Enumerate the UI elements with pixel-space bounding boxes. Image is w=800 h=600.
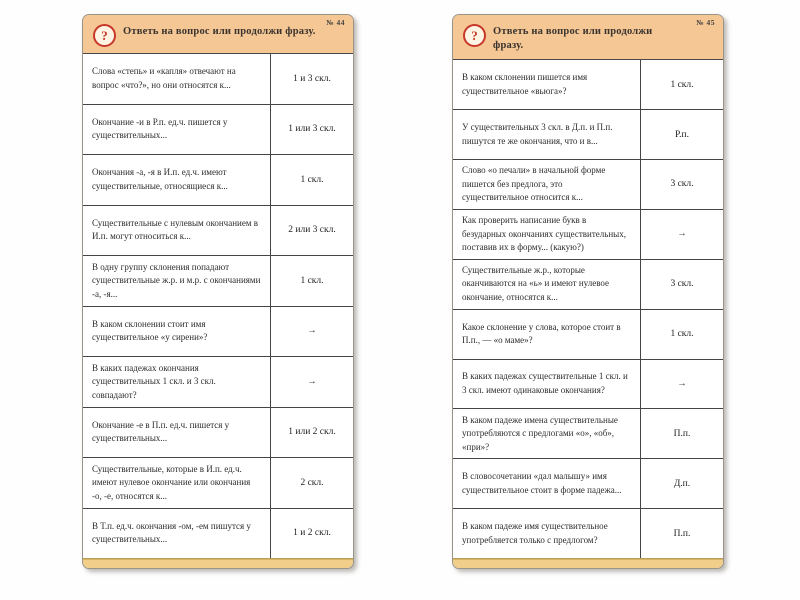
question-cell: В каком склонении пишется имя существительное «вьюга»? [462, 72, 588, 96]
table-row [453, 509, 723, 558]
question-cell: В каком падеже имена существительные употребляются с предлогами «о», «об», «при»? [462, 414, 618, 452]
table-row [83, 206, 353, 257]
question-cell: Окончание -е в П.п. ед.ч. пишется у существительных... [92, 419, 230, 444]
answer-cell: П.п. [640, 409, 723, 458]
table-row [83, 458, 353, 509]
question-cell: Слово «о печали» в начальной форме пишется без предлога, это существительное относится к... [462, 165, 606, 203]
table-row [83, 256, 353, 307]
table-row [453, 60, 723, 110]
table-row [453, 409, 723, 459]
answer-cell: 1 скл. [640, 310, 723, 359]
card-title: Ответь на вопрос или продолжи фразу. [493, 26, 653, 52]
question-cell: В одну группу склонения попадают существительные ж.р. и м.р. с окончаниями -а, -я... [92, 261, 261, 299]
question-cell: У существительных 3 скл. в Д.п. и П.п. пишутся те же окончания, что и в... [462, 122, 613, 146]
question-cell: Окончания -а, -я в И.п. ед.ч. имеют существительные, относящиеся к... [92, 167, 228, 191]
answer-cell: 3 скл. [640, 260, 723, 309]
question-cell: В каких падежах окончания существительных 1 скл. и 3 скл. совпадают? [92, 362, 216, 400]
answer-cell: 1 или 2 скл. [270, 408, 353, 458]
question-cell: В Т.п. ед.ч. окончания -ом, -ем пишутся у существительных... [92, 520, 251, 545]
question-cell: Существительные с нулевым окончанием в И.п. могут относиться к... [92, 217, 259, 242]
table-row [453, 160, 723, 210]
answer-cell: 3 скл. [640, 160, 723, 209]
question-mark-icon: ? [93, 24, 116, 47]
answer-cell: 2 скл. [270, 458, 353, 508]
card-bottom-edge [83, 558, 353, 568]
table-row [83, 357, 353, 408]
table-row [453, 459, 723, 509]
answer-cell: П.п. [640, 509, 723, 558]
question-cell: Какое склонение у слова, которое стоит в П.п., — «о маме»? [462, 321, 621, 346]
card-number: № 44 [326, 18, 345, 27]
question-cell: Слова «степь» и «капля» отвечают на вопрос «что?», но они относятся к... [92, 66, 236, 90]
card-bottom-edge [453, 558, 723, 568]
table-row [83, 408, 353, 459]
card-header [83, 15, 353, 54]
answer-cell: 2 или 3 скл. [270, 206, 353, 256]
question-cell: Существительные, которые в И.п. ед.ч. имеют нулевое окончание или окончания -о, -е, относятся к... [92, 463, 251, 501]
answer-cell: 1 скл. [270, 256, 353, 306]
answer-cell: Д.п. [640, 459, 723, 508]
table-row [453, 260, 723, 310]
quiz-table [453, 60, 723, 558]
question-cell: В каком падеже имя существительное употребляется только с предлогом? [462, 521, 608, 545]
table-row [83, 155, 353, 206]
table-row [83, 509, 353, 559]
table-row [453, 110, 723, 160]
answer-cell: → [270, 357, 353, 407]
question-cell: Существительные ж.р., которые оканчиваются на «ь» и имеют нулевое окончание, относятся к... [462, 264, 610, 302]
question-cell: В каких падежах существительные 1 скл. и 3 скл. имеют одинаковые окончания? [462, 371, 628, 395]
question-mark-icon: ? [463, 24, 486, 47]
answer-cell: 1 и 2 скл. [270, 509, 353, 559]
table-row [453, 360, 723, 410]
table-row [453, 210, 723, 260]
answer-cell: 1 скл. [270, 155, 353, 205]
answer-cell: 1 или 3 скл. [270, 105, 353, 155]
answer-cell: → [640, 210, 723, 259]
quiz-card-left [82, 14, 354, 569]
card-header [453, 15, 723, 60]
card-title: Ответь на вопрос или продолжи фразу. [123, 26, 316, 37]
question-cell: В каком склонении стоит имя существительное «у сирени»? [92, 318, 208, 343]
answer-cell: → [270, 307, 353, 357]
question-cell: Окончание -и в Р.п. ед.ч. пишется у существительных... [92, 116, 228, 141]
quiz-card-right [452, 14, 724, 569]
question-cell: В словосочетании «дал малышу» имя существительное стоит в форме падежа... [462, 471, 622, 495]
quiz-table [83, 54, 353, 558]
answer-cell: 1 скл. [640, 60, 723, 109]
answer-cell: → [640, 360, 723, 409]
answer-cell: 1 и 3 скл. [270, 54, 353, 104]
card-number: № 45 [696, 18, 715, 27]
question-cell: Как проверить написание букв в безударных окончаниях существительных, поставив их в форму... (какую?) [462, 215, 626, 253]
table-row [83, 307, 353, 358]
table-row [453, 310, 723, 360]
answer-cell: Р.п. [640, 110, 723, 159]
table-row [83, 105, 353, 156]
table-row [83, 54, 353, 105]
